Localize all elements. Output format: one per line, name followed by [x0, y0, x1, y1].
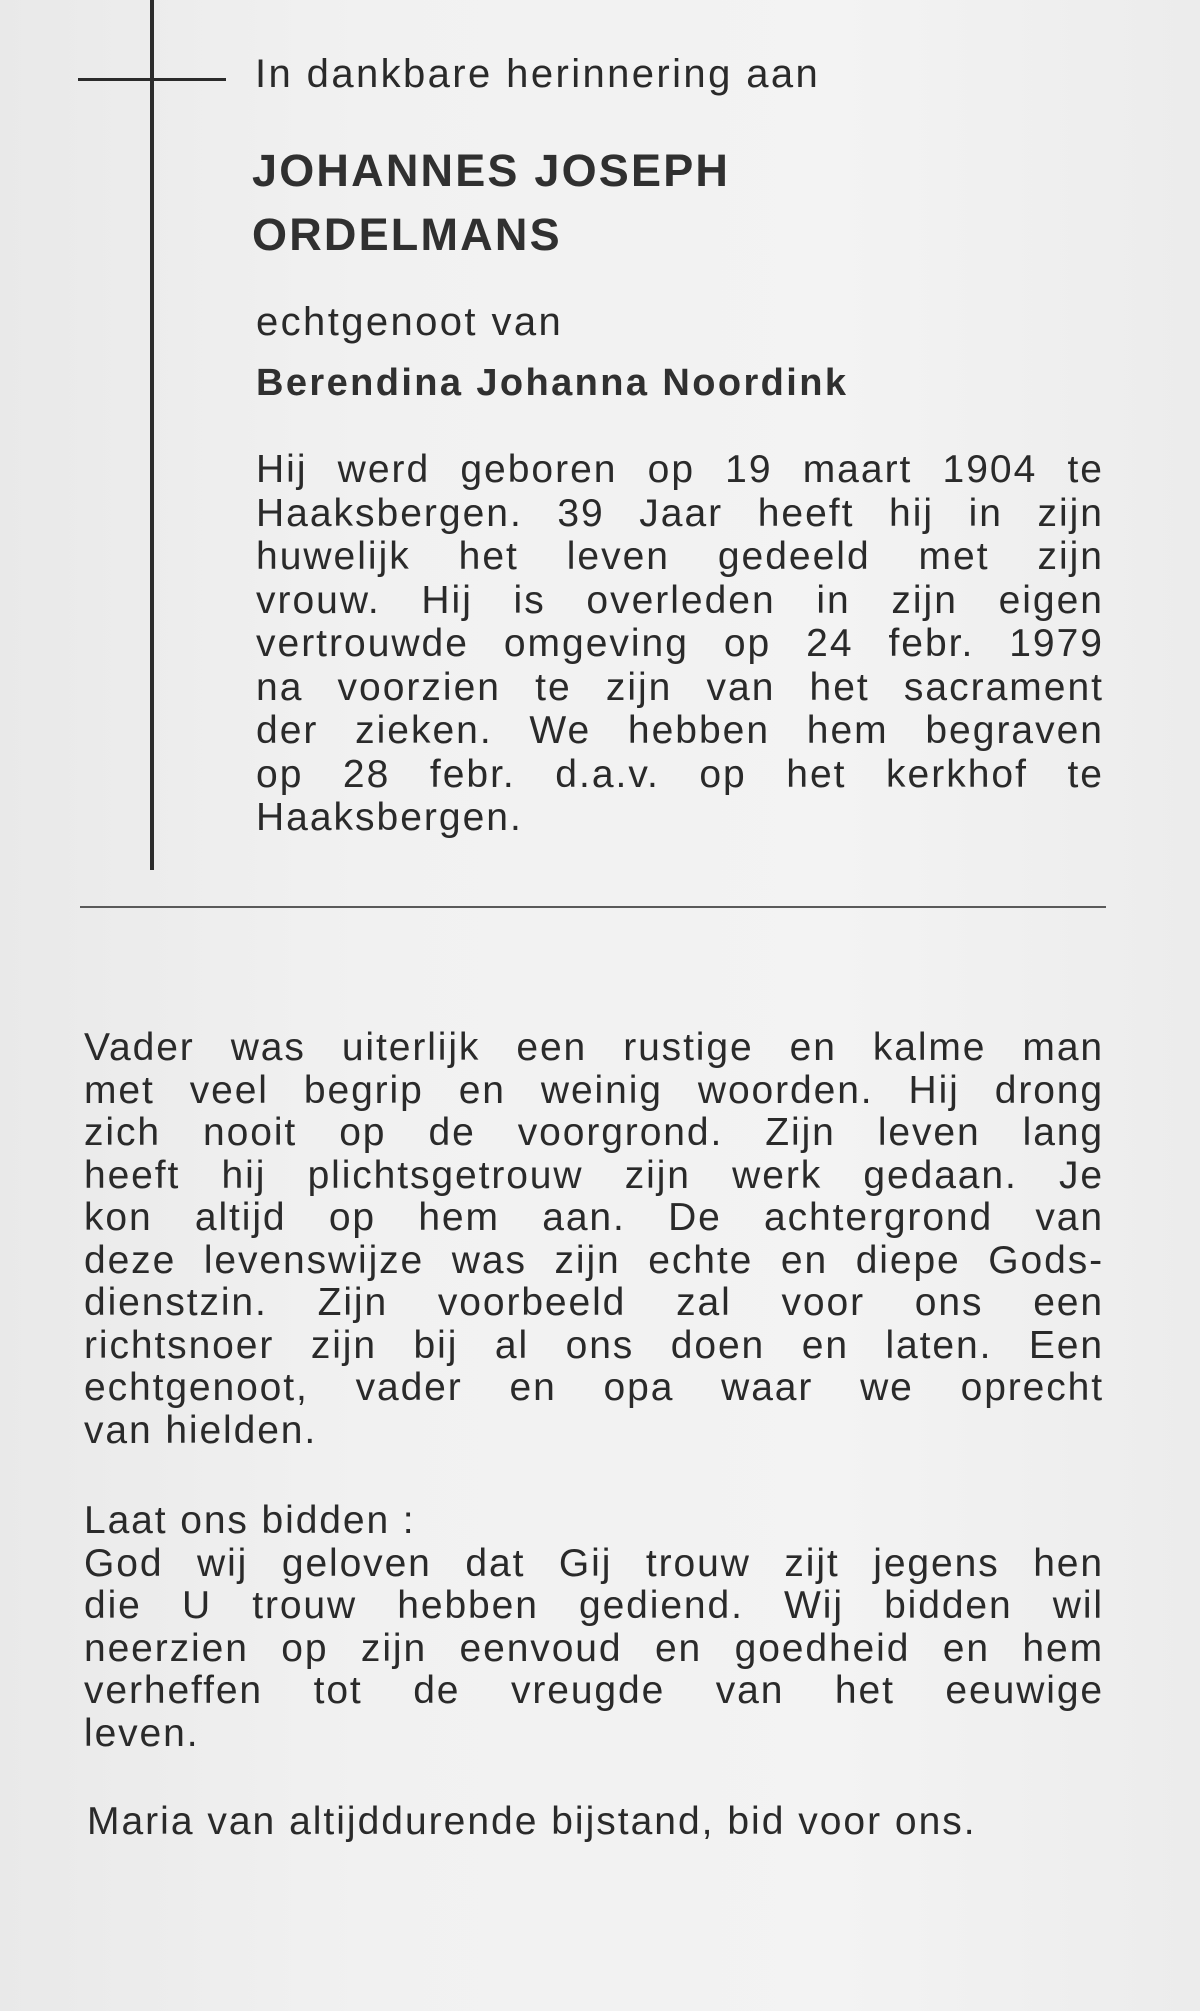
- bio-line: Hij werd geboren op 19 maart 1904 te: [256, 448, 1104, 491]
- deceased-name-line-2: ORDELMANS: [252, 209, 562, 260]
- bio-line: na voorzien te zijn van het sacrament: [256, 665, 1104, 709]
- tribute-paragraph: [84, 1027, 1104, 1452]
- prayer-heading: Laat ons bidden :: [84, 1499, 416, 1542]
- bio-line: der zieken. We hebben hem begraven: [256, 709, 1104, 752]
- tribute-line: van hielden.: [84, 1408, 318, 1452]
- bio-line: vrouw. Hij is overleden in zijn eigen: [256, 578, 1104, 622]
- closing-prayer: Maria van altijddurende bijstand, bid voor ons.: [87, 1800, 977, 1843]
- bio-line: Haaksbergen.: [256, 796, 523, 839]
- cross-horizontal-bar: [78, 78, 226, 81]
- prayer-line: neerzien op zijn eenvoud en goedheid en hem: [84, 1626, 1104, 1670]
- bio-line: Haaksbergen. 39 Jaar heeft hij in zijn: [256, 491, 1104, 535]
- prayer-line: leven.: [84, 1711, 200, 1755]
- spouse-label: echtgenoot van: [256, 300, 564, 344]
- section-divider: [80, 906, 1106, 908]
- bio-line: op 28 febr. d.a.v. op het kerkhof te: [256, 752, 1104, 796]
- cross-vertical-bar: [150, 0, 154, 870]
- intro-text: In dankbare herinnering aan: [255, 52, 821, 96]
- tribute-line: richtsnoer zijn bij al ons doen en laten. Een: [84, 1323, 1104, 1367]
- spouse-name: Berendina Johanna Noordink: [256, 362, 849, 404]
- prayer-line: die U trouw hebben gediend. Wij bidden wil: [84, 1584, 1104, 1627]
- prayer-paragraph: [84, 1500, 1104, 1755]
- tribute-line: deze levenswijze was zijn echte en diepe Gods-: [84, 1238, 1104, 1282]
- tribute-line: heeft hij plichtsgetrouw zijn werk gedaan. Je: [84, 1153, 1104, 1197]
- deceased-name-line-1: JOHANNES JOSEPH: [252, 145, 731, 196]
- tribute-line: echtgenoot, vader en opa waar we oprecht: [84, 1366, 1104, 1409]
- prayer-line: God wij geloven dat Gij trouw zijt jegens hen: [84, 1541, 1104, 1585]
- tribute-line: kon altijd op hem aan. De achtergrond van: [84, 1196, 1104, 1239]
- tribute-line: met veel begrip en weinig woorden. Hij drong: [84, 1068, 1104, 1112]
- bio-line: huwelijk het leven gedeeld met zijn: [256, 535, 1104, 578]
- tribute-line: Vader was uiterlijk een rustige en kalme man: [84, 1026, 1104, 1069]
- prayer-line: verheffen tot de vreugde van het eeuwige: [84, 1669, 1104, 1712]
- bio-line: vertrouwde omgeving op 24 febr. 1979: [256, 622, 1104, 665]
- tribute-line: dienstzin. Zijn voorbeeld zal voor ons een: [84, 1281, 1104, 1324]
- biography-paragraph: [256, 448, 1104, 840]
- tribute-line: zich nooit op de voorgrond. Zijn leven lang: [84, 1111, 1104, 1154]
